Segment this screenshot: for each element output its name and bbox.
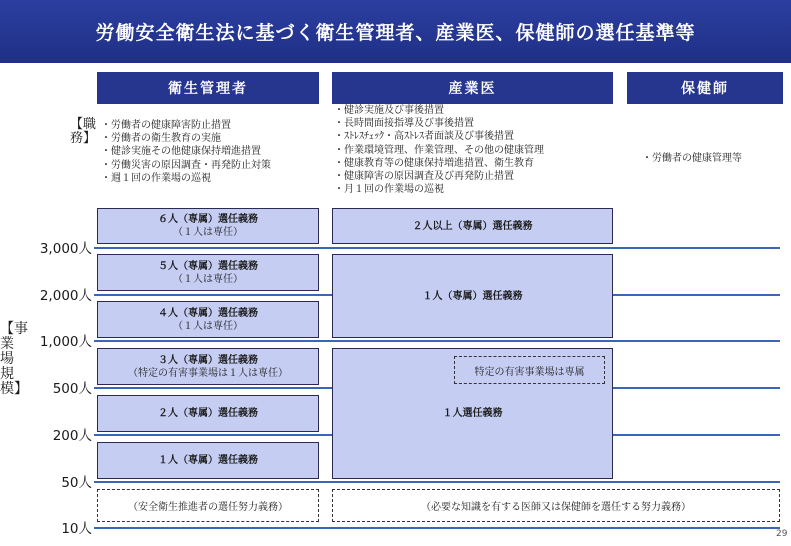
duties-eisei: ・労働者の健康障害防止措置 ・労働者の衛生教育の実施 ・健診実施その他健康保持増進措置 ・労働災害の原因調査・再発防止対策 ・週１回の作業場の巡視 [101,120,271,184]
eisei-box-main: ２人（専属）選任義務 [158,408,258,419]
scale-side-label: 【事業場規模】 [0,321,28,397]
eisei-box-6 [97,208,319,244]
eisei-box-3 [97,348,319,385]
effort-sangyoi: （必要な知識を有する医師又は保健師を選任する努力義務） [332,489,780,522]
eisei-box-4 [97,301,319,338]
page-number: 29 [776,529,788,539]
scale-label: 10人 [61,521,92,537]
duties-sangyoi: ・健診実施及び事後措置 ・長時間面接指導及び事後措置 ・ｽﾄﾚｽﾁｪｯｸ・高ｽﾄﾚｽ者面談及び事後措置 ・作業環境管理、作業管理、その他の健康管理 ・健康教育等の健康保持増進措置、衛生教育 ・健康障害の原因調査及び再発防止措置 ・月１回の作業場の巡視 [334,105,544,196]
scale-label: 3,000人 [39,241,92,257]
eisei-box-sub: （１人は専任） [173,320,243,332]
eisei-box-sub: （特定の有害事業場は１人は専任） [128,367,288,379]
eisei-box-main: ３人（専属）選任義務 [158,354,258,366]
sangyoi-box-1-exclusive [332,254,613,338]
special-harmful-note: 特定の有害事業場は専属 [454,356,605,384]
scale-label: 1,000人 [39,334,92,350]
eisei-box-1 [97,442,319,479]
duties-side-label: 【職務】 [70,117,97,146]
sangyoi-box-main: ２人以上（専属）選任義務 [412,220,533,232]
header-hokenshi: 保健師 [627,72,783,104]
eisei-box-sub: （１人は専任） [173,273,243,285]
scale-label: 50人 [61,475,92,491]
eisei-box-sub: （１人は専任） [173,227,243,238]
threshold-line-50 [94,481,780,483]
eisei-box-5 [97,254,319,291]
threshold-line-3000 [94,247,780,249]
header-sangyoi: 産業医 [332,72,613,104]
threshold-line-10 [94,527,780,529]
eisei-box-main: ６人（専属）選任義務 [158,214,258,225]
page-title: 労働安全衛生法に基づく衛生管理者、産業医、保健師の選任基準等 [95,22,696,44]
scale-label: 2,000人 [39,288,92,304]
eisei-box-main: ５人（専属）選任義務 [158,260,258,272]
sangyoi-box-main: １人（専属）選任義務 [422,290,523,302]
eisei-box-main: １人（専属）選任義務 [158,455,258,466]
duties-hokenshi: ・労働者の健康管理等 [642,153,742,164]
eisei-box-main: ４人（専属）選任義務 [158,307,258,319]
header-eisei-kanrisha: 衛生管理者 [97,72,319,104]
effort-eisei: （安全衛生推進者の選任努力義務） [97,489,319,522]
threshold-line-1000 [94,340,780,342]
sangyoi-box-main: １人選任義務 [442,408,503,419]
scale-label: 200人 [52,428,92,444]
scale-label: 500人 [52,381,92,397]
eisei-box-2 [97,395,319,432]
sangyoi-box-2plus [332,208,613,244]
